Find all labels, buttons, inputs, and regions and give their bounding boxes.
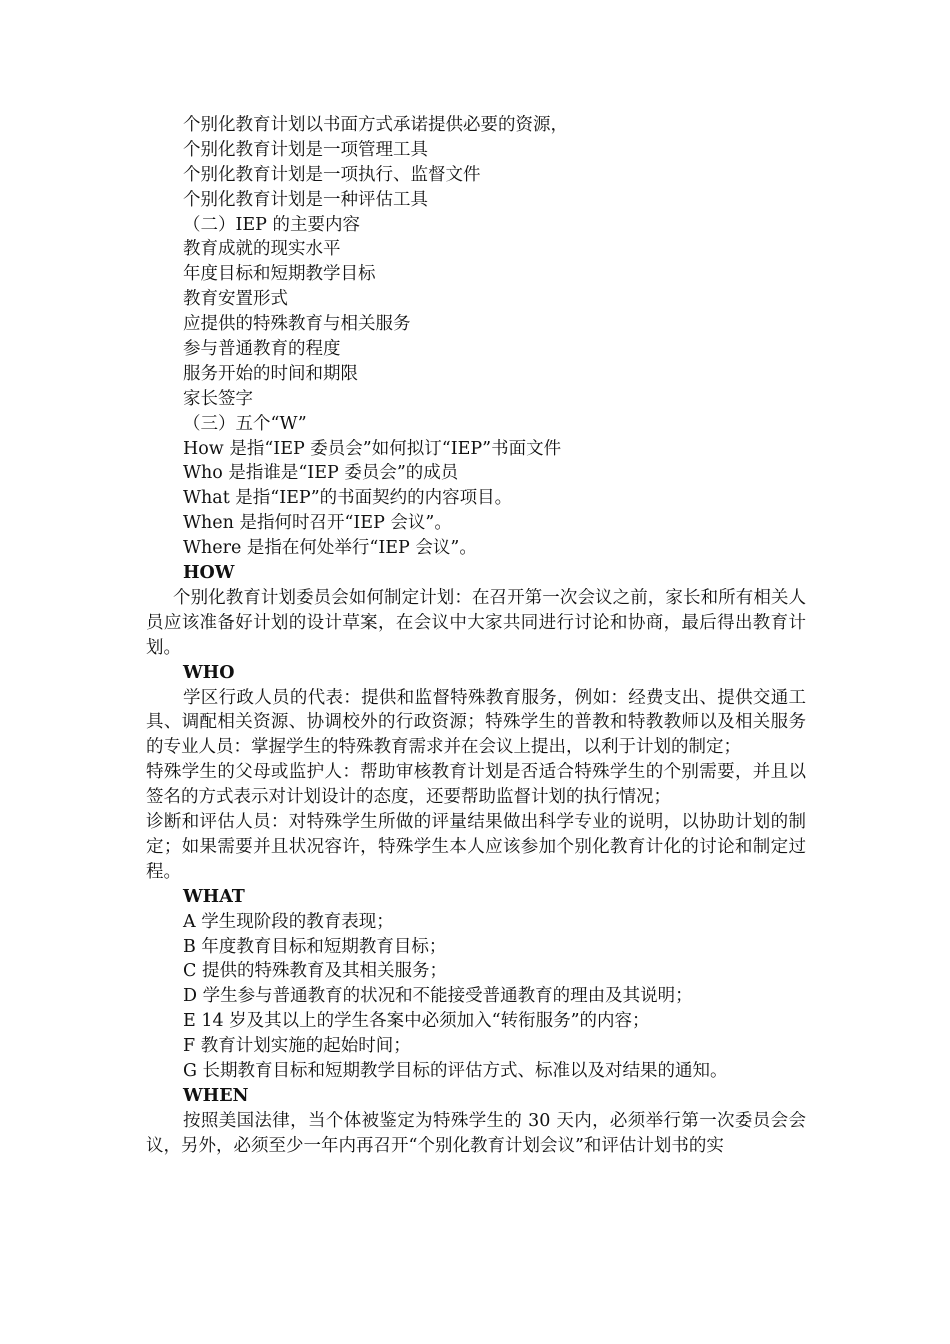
list-item: 应提供的特殊教育与相关服务 bbox=[183, 314, 411, 335]
list-item: 教育安置形式 bbox=[183, 289, 288, 310]
paragraph-who-3: 诊断和评估人员：对特殊学生所做的评量结果做出科学专业的说明，以协助计划的制定；如果需要并且状况容许，特殊学生本人应该参加个别化教育计化的讨论和制定过程。 bbox=[146, 812, 806, 882]
list-item: 家长签字 bbox=[183, 388, 253, 409]
paragraph-who-1: 学区行政人员的代表：提供和监督特殊教育服务，例如：经费支出、提供交通工具、调配相关资源、协调校外的行政资源；特殊学生的普教和特教教师以及相关服务的专业人员：掌握学生的特殊教育需求并在会议上提出，以利于计划的制定； bbox=[146, 687, 806, 758]
heading-how: HOW bbox=[183, 563, 235, 584]
list-item: 教育成就的现实水平 bbox=[183, 239, 341, 260]
list-item: What 是指“IEP”的书面契约的内容项目。 bbox=[183, 488, 513, 509]
paragraph-when: 按照美国法律，当个体被鉴定为特殊学生的 30 天内，必须举行第一次委员会会议，另外，必须至少一年内再召开“个别化教育计划会议”和评估计划书的实 bbox=[146, 1110, 806, 1156]
heading-who: WHO bbox=[183, 662, 235, 683]
text-line: 个别化教育计划以书面方式承诺提供必要的资源， bbox=[183, 115, 568, 135]
list-item: Who 是指谁是“IEP 委员会”的成员 bbox=[183, 463, 459, 484]
heading-what: WHAT bbox=[183, 886, 245, 907]
section-heading-iep-contents: （二）IEP 的主要内容 bbox=[183, 214, 361, 235]
list-item: D 学生参与普通教育的状况和不能接受普通教育的理由及其说明； bbox=[183, 986, 693, 1007]
list-item: E 14 岁及其以上的学生各案中必须加入“转衔服务”的内容； bbox=[183, 1011, 650, 1032]
list-item: Where 是指在何处举行“IEP 会议”。 bbox=[183, 538, 477, 559]
list-item: 年度目标和短期教学目标 bbox=[183, 264, 376, 285]
text-line: 个别化教育计划是一项管理工具 bbox=[183, 139, 428, 160]
section-heading-five-w: （三）五个“W” bbox=[183, 413, 307, 434]
text-line: 个别化教育计划是一项执行、监督文件 bbox=[183, 164, 481, 185]
paragraph-how: 个别化教育计划委员会如何制定计划：在召开第一次会议之前，家长和所有相关人员应该准备好计划的设计草案，在会议中大家共同进行讨论和协商，最后得出教育计划。 bbox=[146, 587, 806, 658]
list-item: F 教育计划实施的起始时间； bbox=[183, 1036, 411, 1057]
list-item: When 是指何时召开“IEP 会议”。 bbox=[183, 513, 452, 534]
list-item: C 提供的特殊教育及其相关服务； bbox=[183, 961, 447, 982]
list-item: B 年度教育目标和短期教育目标； bbox=[183, 936, 447, 957]
list-item: A 学生现阶段的教育表现； bbox=[183, 911, 394, 932]
list-item: 服务开始的时间和期限 bbox=[183, 363, 358, 384]
document-page bbox=[0, 113, 950, 1159]
list-item: G 长期教育目标和短期教学目标的评估方式、标准以及对结果的通知。 bbox=[183, 1061, 728, 1082]
list-item: How 是指“IEP 委员会”如何拟订“IEP”书面文件 bbox=[183, 438, 562, 459]
text-line: 个别化教育计划是一种评估工具 bbox=[183, 189, 428, 210]
heading-when: WHEN bbox=[183, 1085, 249, 1106]
list-item: 参与普通教育的程度 bbox=[183, 339, 341, 360]
paragraph-who-2: 特殊学生的父母或监护人：帮助审核教育计划是否适合特殊学生的个别需要，并且以签名的方式表示对计划设计的态度，还要帮助监督计划的执行情况； bbox=[146, 762, 806, 808]
